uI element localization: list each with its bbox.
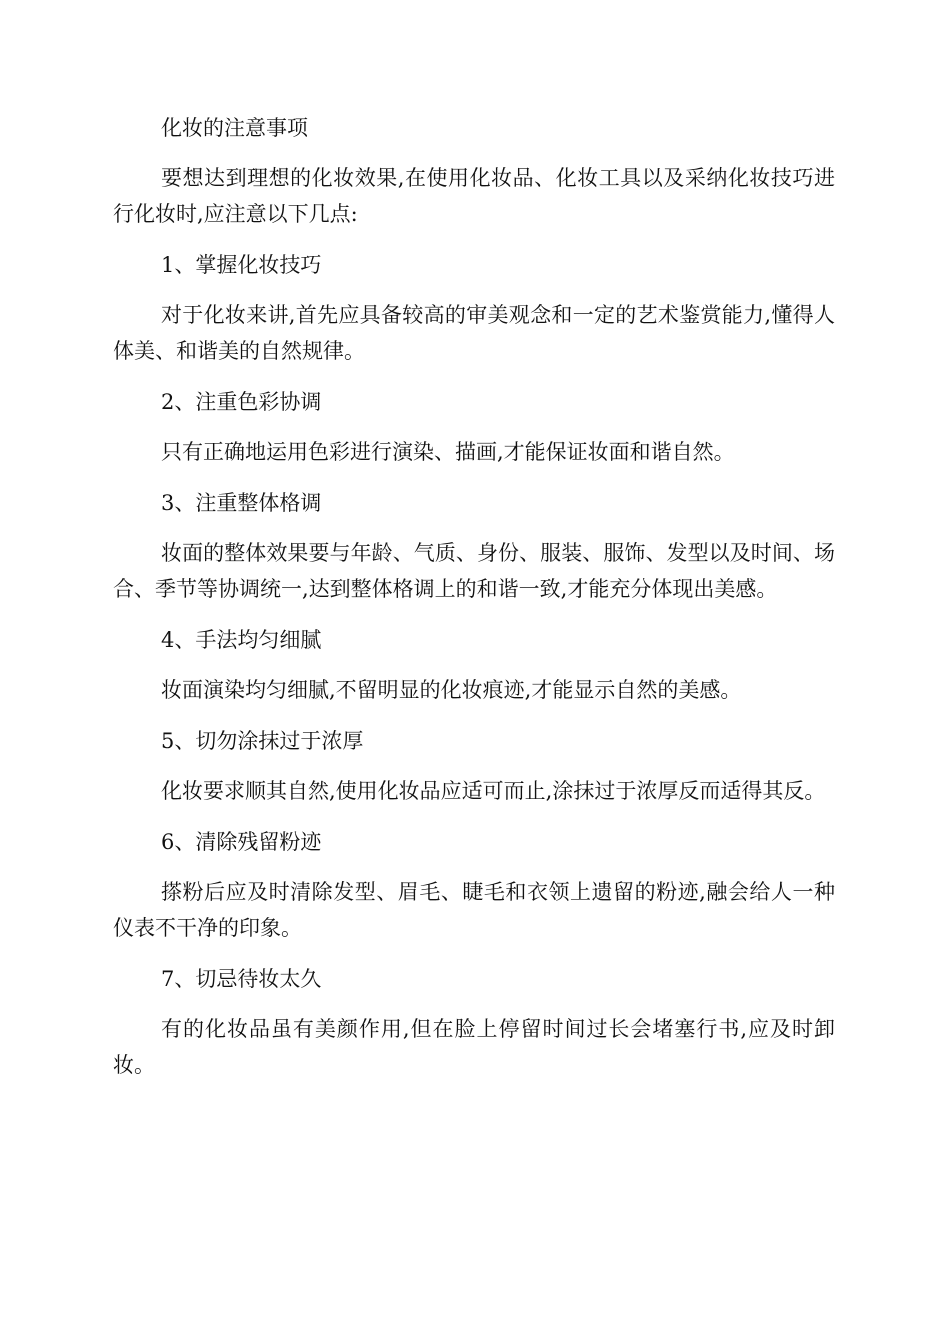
section-heading-4: 4、手法均匀细腻: [161, 628, 322, 652]
section-body-1: 对于化妆来讲,首先应具备较高的审美观念和一定的艺术鉴赏能力,懂得人体美、和谐美的自然规律。: [113, 303, 835, 363]
document-title: 化妆的注意事项: [161, 116, 308, 140]
section-heading-5: 5、切勿涂抹过于浓厚: [161, 729, 364, 753]
section-heading-1: 1、掌握化妆技巧: [161, 253, 322, 277]
section-heading-7: 7、切忌待妆太久: [161, 967, 322, 991]
section-body-6: 搽粉后应及时清除发型、眉毛、睫毛和衣领上遗留的粉迹,融会给人一种仪表不干净的印象。: [113, 880, 835, 940]
section-heading-3: 3、注重整体格调: [161, 491, 322, 515]
section-body-2: 只有正确地运用色彩进行演染、描画,才能保证妆面和谐自然。: [161, 440, 735, 464]
section-body-4: 妆面演染均匀细腻,不留明显的化妆痕迹,才能显示自然的美感。: [161, 678, 742, 702]
section-body-7: 有的化妆品虽有美颜作用,但在脸上停留时间过长会堵塞行书,应及时卸妆。: [113, 1017, 835, 1077]
intro-paragraph: 要想达到理想的化妆效果,在使用化妆品、化妆工具以及采纳化妆技巧进行化妆时,应注意以下几点:: [113, 166, 835, 226]
document-body: [113, 110, 835, 1098]
section-body-3: 妆面的整体效果要与年龄、气质、身份、服装、服饰、发型以及时间、场合、季节等协调统一,达到整体格调上的和谐一致,才能充分体现出美感。: [113, 541, 835, 601]
section-heading-2: 2、注重色彩协调: [161, 390, 322, 414]
section-body-5: 化妆要求顺其自然,使用化妆品应适可而止,涂抹过于浓厚反而适得其反。: [161, 779, 826, 803]
section-heading-6: 6、清除残留粉迹: [161, 830, 322, 854]
